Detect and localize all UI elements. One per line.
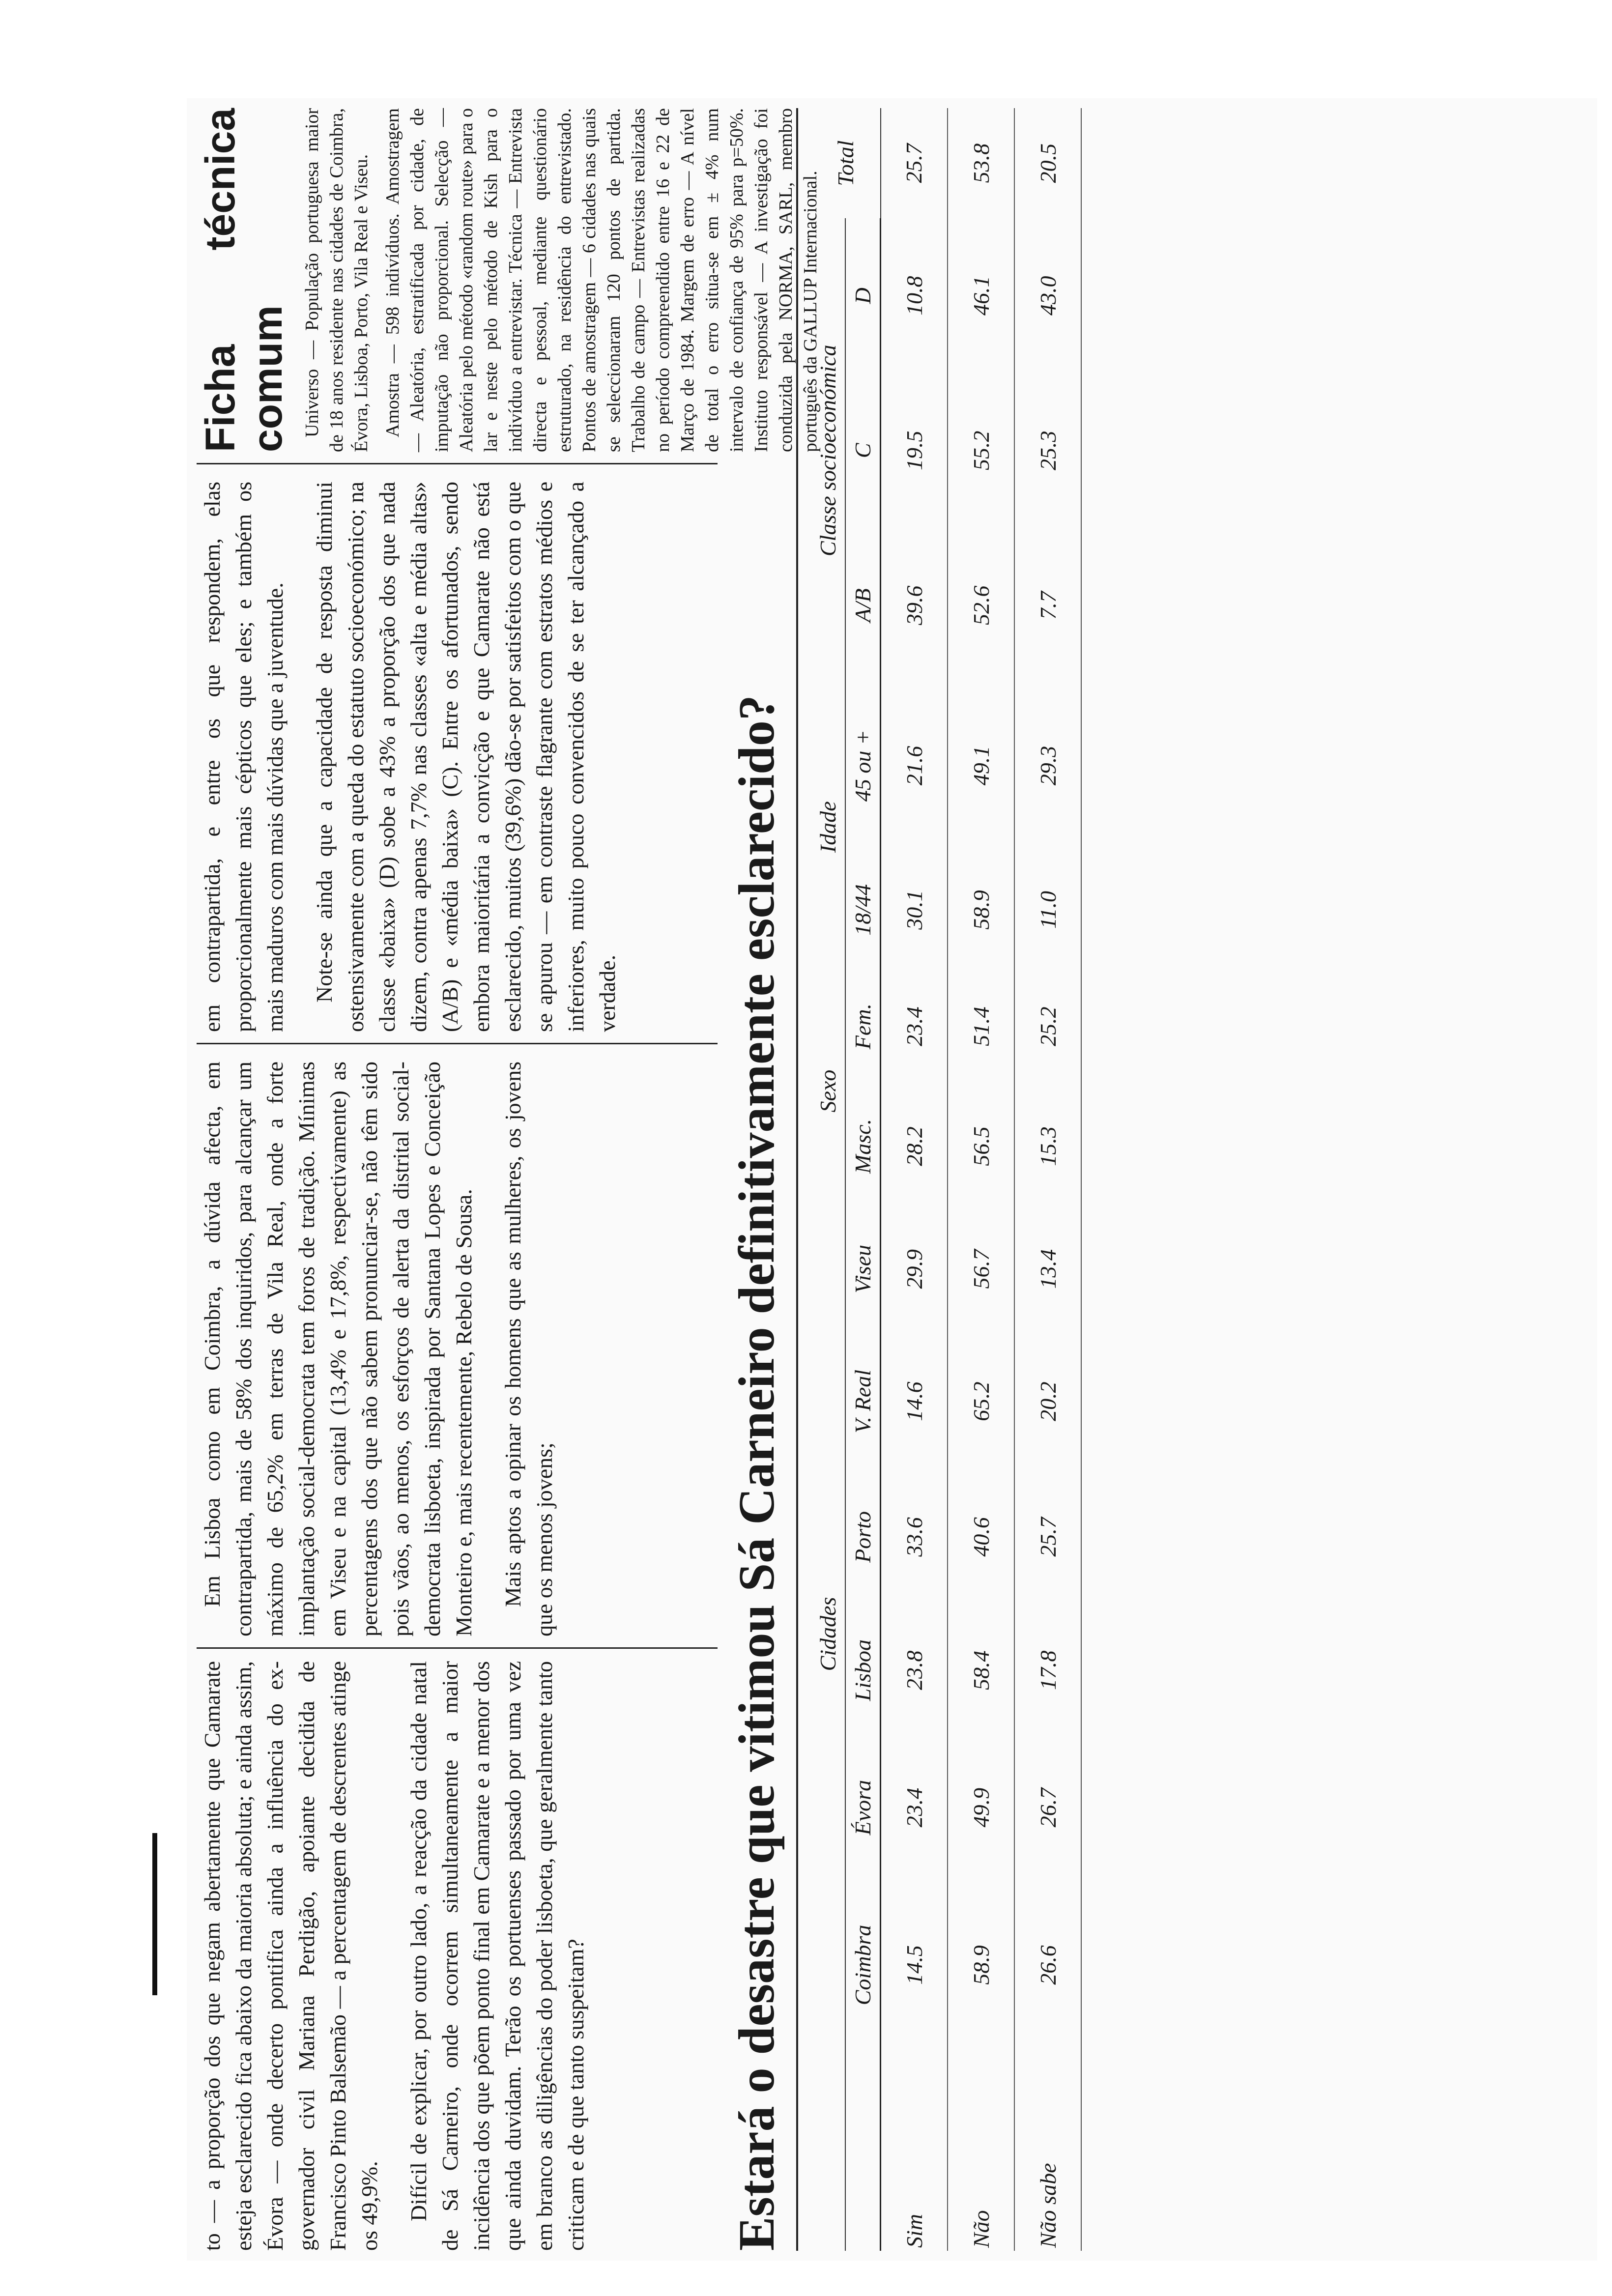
column-header: Lisboa	[845, 1598, 881, 1742]
table-header-row	[845, 108, 881, 2251]
table-cell: 43.0	[1014, 218, 1081, 373]
table-cell: 29.9	[881, 1211, 948, 1327]
table-cell: 33.6	[881, 1476, 948, 1598]
table-cell: 49.1	[948, 683, 1014, 849]
column-header: Masc.	[845, 1082, 881, 1211]
column-header: D	[845, 218, 881, 373]
table-cell: 19.5	[881, 373, 948, 528]
article-paragraph: to — a proporção dos que negam abertamente que Camarate esteja esclarecido fica abaixo da maioria absoluta; e ainda assim, Évora — onde decerto pontifica ainda a influência do ex-governador civil Mariana Perdigão, apoiante decidida de Francisco Pinto Balsemão — a percentagem de descrentes atinge os 49,9%.	[200, 1661, 382, 2251]
table-cell: 51.4	[948, 971, 1014, 1082]
column-header: 18/44	[845, 849, 881, 971]
table-cell: 53.8	[948, 108, 1014, 218]
table-cell: 30.1	[881, 849, 948, 971]
table-row	[881, 108, 948, 2251]
column-header: 45 ou +	[845, 683, 881, 849]
column-divider	[197, 1043, 718, 1044]
column-header: Porto	[845, 1476, 881, 1598]
article-paragraph: Mais aptos a opinar os homens que as mulheres, os jovens que os menos jovens;	[500, 1062, 557, 1636]
newspaper-clipping	[187, 98, 1597, 2261]
table-row	[1014, 108, 1081, 2251]
article-paragraph: Note-se ainda que a capacidade de resposta diminui ostensivamente com a queda do estatuto socioeconómico; na classe «baixa» (D) sobe a 43% a proporção dos que nada dizem, contra apenas 7,7% nas classes «alta e média altas» (A/B) e «média baixa» (C). Entre os afortunados, sendo embora maioritária a convicção e que Camarate não está esclarecido, muitos (39,6%) dão-se por satisfeitos com o que se apurou — em contraste flagrante com estratos médios e inferiores, muito pouco convencidos de se ter alcançado a verdade.	[312, 482, 620, 1032]
column-divider	[197, 463, 718, 464]
table-cell: 52.6	[948, 528, 1014, 683]
technical-sheet-title: Ficha técnica comum	[197, 108, 290, 452]
column-header: C	[845, 373, 881, 528]
technical-sheet-paragraph: Universo — População portuguesa maior de 18 anos residente nas cidades de Coimbra, Évora, Lisboa, Porto, Vila Real e Viseu.	[302, 108, 372, 452]
group-header: Cidades	[811, 1211, 845, 2057]
row-label: Sim	[881, 2057, 948, 2251]
survey-table	[811, 108, 1082, 2251]
table-cell: 26.6	[1014, 1873, 1081, 2057]
margin-mark	[152, 1833, 157, 1995]
table-cell: 17.8	[1014, 1598, 1081, 1742]
table-row	[948, 108, 1014, 2251]
column-divider	[197, 1647, 718, 1649]
table-cell: 13.4	[1014, 1211, 1081, 1327]
table-cell: 29.3	[1014, 683, 1081, 849]
article-paragraph: em contrapartida, e entre os que respondem, elas proporcionalmente mais cépticos que eles; e também os mais maduros com mais dúvidas que a juventude.	[200, 482, 288, 1032]
table-cell: 10.8	[881, 218, 948, 373]
table-top-rule	[796, 108, 798, 2251]
table-corner	[845, 2057, 881, 2251]
group-header: Classe socioeconómica	[811, 218, 845, 683]
table-cell: 20.2	[1014, 1327, 1081, 1476]
table-cell: 20.5	[1014, 108, 1081, 218]
group-header: Sexo	[811, 971, 845, 1211]
table-cell: 26.7	[1014, 1742, 1081, 1873]
table-corner	[811, 2057, 845, 2251]
table-cell: 56.5	[948, 1082, 1014, 1211]
table-cell: 40.6	[948, 1476, 1014, 1598]
column-header: Évora	[845, 1742, 881, 1873]
row-label: Não	[948, 2057, 1014, 2251]
table-cell: 25.2	[1014, 971, 1081, 1082]
table-cell: 14.5	[881, 1873, 948, 2057]
column-header: Viseu	[845, 1211, 881, 1327]
table-cell: 23.8	[881, 1598, 948, 1742]
table-cell: 7.7	[1014, 528, 1081, 683]
table-cell: 56.7	[948, 1211, 1014, 1327]
table-cell: 25.7	[881, 108, 948, 218]
table-group-row	[811, 108, 845, 2251]
column-header: A/B	[845, 528, 881, 683]
table-cell: 15.3	[1014, 1082, 1081, 1211]
table-cell: 25.7	[1014, 1476, 1081, 1598]
table-cell: 11.0	[1014, 849, 1081, 971]
row-label: Não sabe	[1014, 2057, 1081, 2251]
table-cell: 58.9	[948, 849, 1014, 971]
table-cell: 58.9	[948, 1873, 1014, 2057]
table-cell: 23.4	[881, 971, 948, 1082]
group-header: Idade	[811, 683, 845, 971]
table-cell: 14.6	[881, 1327, 948, 1476]
table-cell: 65.2	[948, 1327, 1014, 1476]
column-header: V. Real	[845, 1327, 881, 1476]
table-cell: 46.1	[948, 218, 1014, 373]
table-cell: 21.6	[881, 683, 948, 849]
table-cell: 28.2	[881, 1082, 948, 1211]
table-cell: 49.9	[948, 1742, 1014, 1873]
column-header: Coimbra	[845, 1873, 881, 2057]
table-cell: 58.4	[948, 1598, 1014, 1742]
table-cell: 55.2	[948, 373, 1014, 528]
article-paragraph: Em Lisboa como em Coimbra, a dúvida afecta, em contrapartida, mais de 58% dos inquiridos, para alcançar um máximo de 65,2% em terras de Vila Real, onde a forte implantação social-democrata tem foros de tradição. Mínimas em Viseu e na capital (13,4% e 17,8%, respectivamente) as percentagens dos que não sabem pronunciar-se, não têm sido pois vãos, ao menos, os esforços de alerta da distrital social-democrata lisboeta, inspirada por Santana Lopes e Conceição Monteiro e, mais recentemente, Rebelo de Sousa.	[200, 1062, 476, 1636]
table-cell: 39.6	[881, 528, 948, 683]
table-cell: 25.3	[1014, 373, 1081, 528]
technical-sheet-paragraph: Amostra — 598 indivíduos. Amostragem — Aleatória, estratificada por cidade, de imputação não proporcional. Selecção — Aleatória pelo método «random route» para o lar e neste pelo método de Kish para o indivíduo a entrevistar. Técnica — Entrevista directa e pessoal, mediante questionário estruturado, na residência do entrevistado. Pontos de amostragem — 6 cidades nas quais se seleccionaram 120 pontos de partida. Trabalho de campo — Entrevistas realizadas no período compreendido entre 16 e 22 de Março de 1984. Margem de erro — A nível de total o erro situa-se em ± 4% num intervalo de confiança de 95% para p=50%. Instituto responsável — A investigação foi conduzida pela NORMA, SARL, membro português da GALLUP Internacional.	[382, 108, 821, 452]
group-header: Total	[811, 108, 881, 218]
column-header: Fem.	[845, 971, 881, 1082]
article-paragraph: Difícil de explicar, por outro lado, a reacção da cidade natal de Sá Carneiro, onde ocorrem simultaneamente a maior incidência dos que põem ponto final em Camarate e a menor dos que ainda duvidam. Terão os portuenses passado por uma vez em branco as diligências do poder lisboeta, que geralmente tanto criticam e de que tanto suspeitam?	[406, 1661, 588, 2251]
headline: Estará o desastre que vitimou Sá Carneiro definitivamente esclarecido?	[728, 695, 785, 2251]
table-cell: 23.4	[881, 1742, 948, 1873]
